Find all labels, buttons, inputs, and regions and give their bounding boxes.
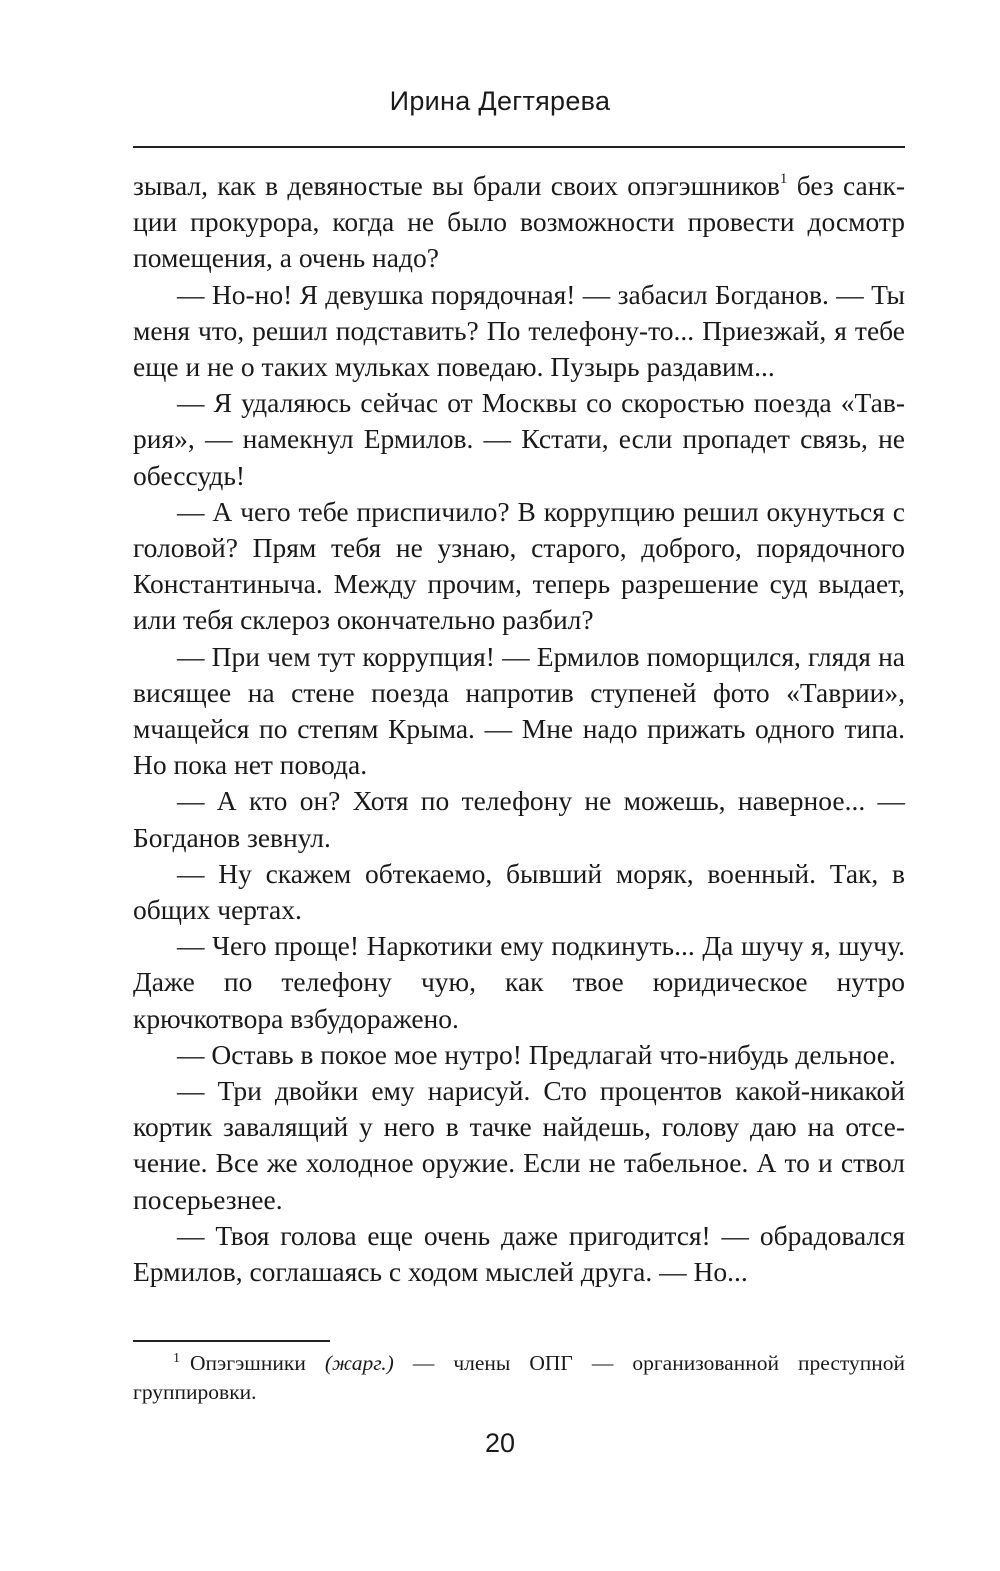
paragraph-11: — Твоя голова еще очень даже пригодится! — обрадовался Ермилов, соглашаясь с ходом мыслей друга. — Но... [133,1219,905,1288]
running-head-author: Ирина Дегтярева [389,86,611,116]
main-text [133,168,905,1290]
paragraph-1-text-a: зывал, как в девяностые вы брали своих опэгэшников [133,170,780,201]
paragraph-10: — Три двойки ему нарисуй. Сто процентов какой-никакой кортик завалящий у него в тачке найдешь, голову даю на отсечение. Все же холодное оружие. Если не табельное. А то и ствол посерьезнее. [133,1075,905,1215]
paragraph-7: — Ну скажем обтекаемо, бывший моряк, военный. Так, в общих чертах. [133,857,905,926]
footnote-mark: 1 [173,1350,180,1366]
paragraph-2: — Но-но! Я девушка порядочная! — забасил Богданов. — Ты меня что, решил подставить? По телефону-то... Приезжай, я тебе еще и не о таких мульках поведаю. Пузырь раздавим... [133,278,905,383]
footnote-term: Опэгэшники [190,1351,306,1375]
paragraph-3: — Я удаляюсь сейчас от Москвы со скоростью поезда «Таврия», — намекнул Ермилов. — Кстати, если пропадет связь, не обессудь! [133,387,905,491]
page-number: 20 [484,1428,516,1458]
footnote-definition: — члены ОПГ — организованной преступной группировки. [133,1351,905,1404]
paragraph-9: — Оставь в покое мое нутро! Предлагай что-нибудь дельное. [177,1038,896,1070]
footnote-rule [133,1340,330,1342]
footnote [133,1349,905,1407]
paragraph-5: — При чем тут коррупция! — Ермилов поморщился, глядя на висящее на стене поезда напротив ступеней фото «Таврии», мчащейся по степям Крыма. — Мне надо прижать одного типа. Но пока нет повода. [133,640,905,781]
footnote-reference: 1 [779,170,788,187]
footnote-label: (жарг.) [324,1351,394,1375]
paragraph-6: — А кто он? Хотя по телефону не можешь, наверное... — Богданов зевнул. [133,785,905,853]
paragraph-1-text-b: без санкции прокурора, когда не было возможности провести досмотр помещения, а очень надо? [133,170,906,274]
paragraph-1 [133,168,905,277]
paragraph-8: — Чего проще! Наркотики ему подкинуть... Да шучу я, шучу. Даже по телефону чую, как твое юридическое нутро крючкотвора взбудоражено. [133,930,905,1034]
paragraph-4: — А чего тебе приспичило? В коррупцию решил окунуться с головой? Прям тебя не узнаю, старого, доброго, порядочного Константиныча. Между прочим, теперь разрешение суд выдает, или тебя склероз окончательно разбил? [133,495,905,636]
header-rule [133,146,905,148]
